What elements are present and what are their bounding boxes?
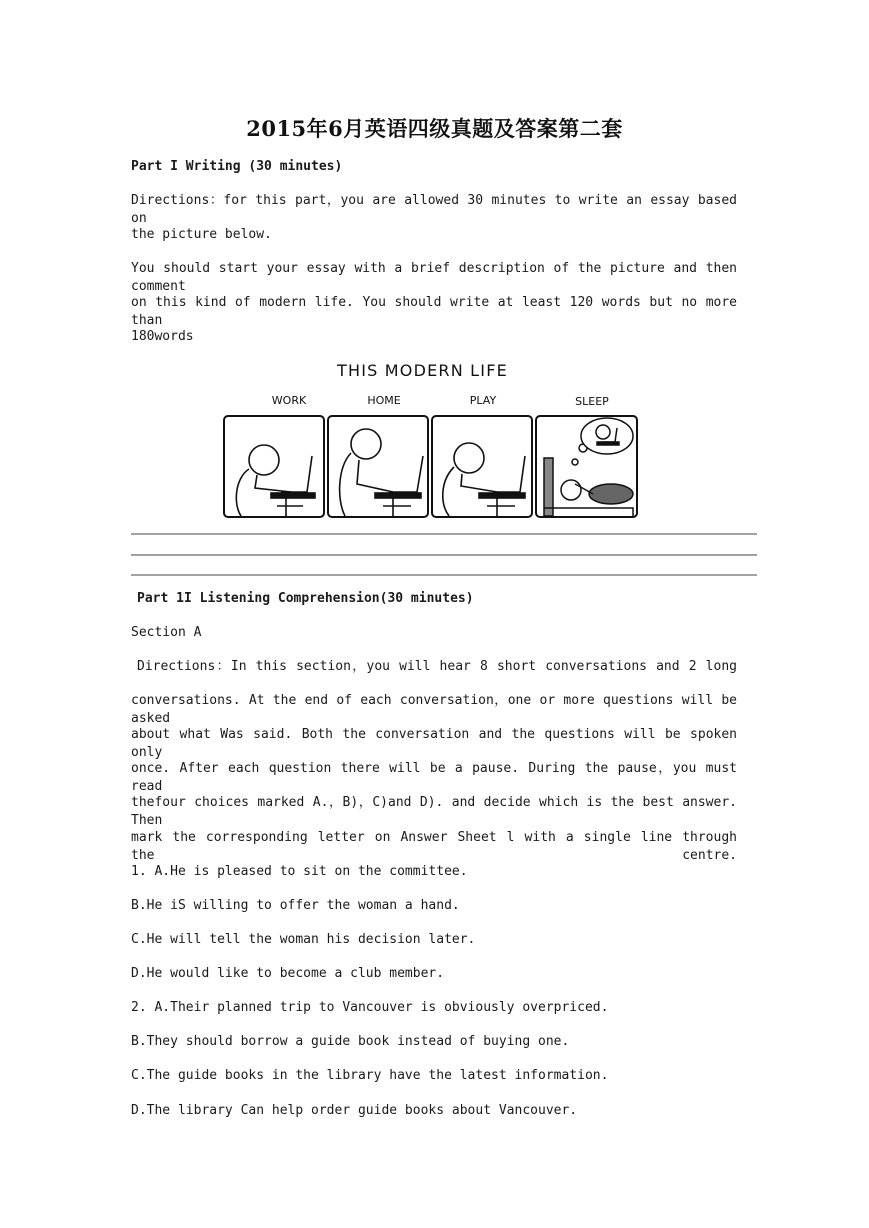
part1-directions-line-3: You should start your essay with a brief description of the picture and then comment	[131, 261, 737, 294]
part2-directions-line-4: once. After each question there will be a pause. During the pause，you must read	[131, 761, 737, 794]
part2-directions-line-5: thefour choices marked A.，B)，C)and D). and decide which is the best answer. Then	[131, 795, 737, 828]
part1-directions-line-5: 180words	[131, 329, 194, 344]
panel-label-play: PLAY	[469, 394, 497, 407]
part2-heading: Part 1I Listening Comprehension(30 minutes)	[137, 591, 474, 606]
part2-directions-line-6: mark the corresponding letter on Answer Sheet l with a single line through the centre.	[131, 830, 737, 863]
part1-heading: Part I Writing (30 minutes)	[131, 159, 343, 174]
cartoon-svg	[131, 356, 757, 578]
panel-label-work: WORK	[271, 394, 307, 407]
question-2-option-a: 2. A.Their planned trip to Vancouver is obviously overpriced.	[131, 1000, 609, 1015]
cartoon-title: THIS MODERN LIFE	[337, 361, 508, 380]
question-1-option-c: C.He will tell the woman his decision later.	[131, 932, 476, 947]
question-1-option-d: D.He would like to become a club member.	[131, 966, 445, 981]
question-2-option-d: D.The library Can help order guide books about Vancouver.	[131, 1103, 578, 1118]
part2-directions-line-2: conversations. At the end of each conversation，one or more questions will be asked	[131, 693, 737, 726]
question-1-option-b: B.He iS willing to offer the woman a hand.	[131, 898, 460, 913]
page-title: 2015年6月英语四级真题及答案第二套	[246, 116, 623, 141]
part1-directions-line-2: the picture below.	[131, 227, 272, 242]
question-1-option-a: 1. A.He is pleased to sit on the committee.	[131, 864, 468, 879]
part1-directions-line-4: on this kind of modern life. You should write at least 120 words but no more than	[131, 295, 737, 328]
part1-directions-line-1: Directions：for this part，you are allowed 30 minutes to write an essay based on	[131, 193, 737, 226]
part2-directions-line-1: Directions：In this section，you will hear 8 short conversations and 2 long	[137, 659, 737, 674]
panel-label-home: HOME	[367, 394, 401, 407]
cartoon-figure	[131, 356, 757, 578]
question-2-option-c: C.The guide books in the library have the latest information.	[131, 1068, 609, 1083]
question-2-option-b: B.They should borrow a guide book instead of buying one.	[131, 1034, 570, 1049]
panel-label-sleep: SLEEP	[575, 395, 609, 408]
part2-directions-line-3: about what Was said. Both the conversation and the questions will be spoken only	[131, 727, 737, 760]
section-a-label: Section A	[131, 625, 202, 640]
